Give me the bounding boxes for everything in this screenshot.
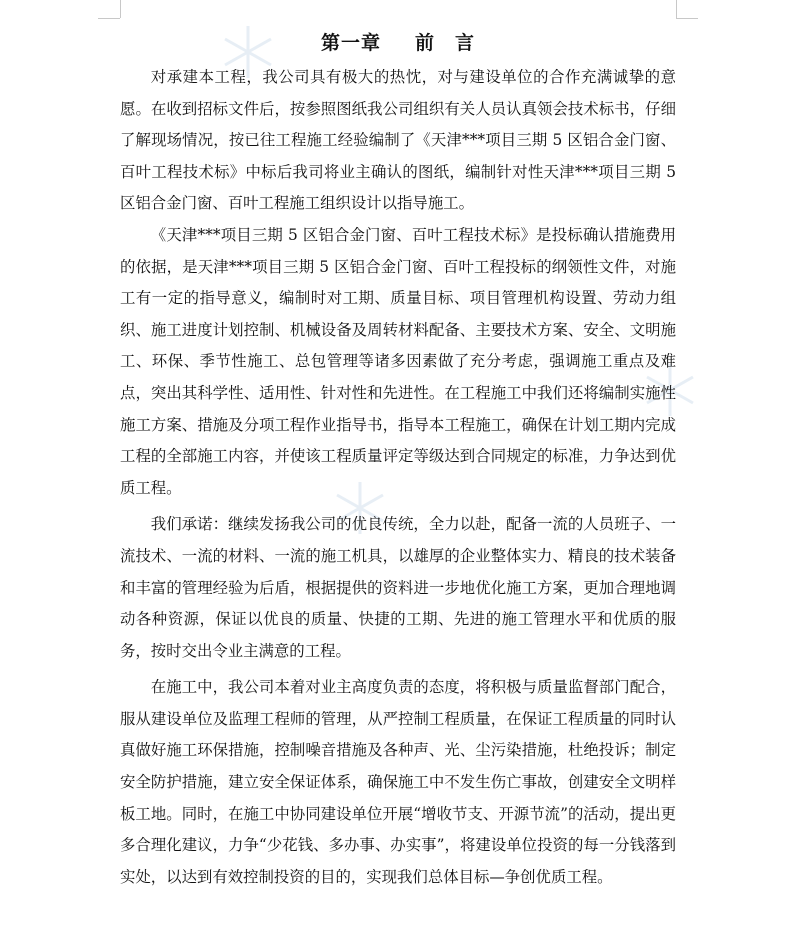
paragraph-2: 《天津***项目三期 5 区铝合金门窗、百叶工程技术标》是投标确认措施费用的依据，是天津***项目三期 5 区铝合金门窗、百叶工程投标的纲领性文件，对施工有一定的指导意义，编制时对工期、质量目标、项目管理机构设置、劳动力组织、施工进度计划控制、机械设备及周转材料配备、主要技术方案、安全、文明施工、环保、季节性施工、总包管理等诸多因素做了充分考虑，强调施工重点及难点，突出其科学性、适用性、针对性和先进性。在工程施工中我们还将编制实施性施工方案、措施及分项工程作业指导书，指导本工程施工，确保在计划工期内完成工程的全部施工内容，并使该工程质量评定等级达到合同规定的标准，力争达到优质工程。 xyxy=(120,225,676,497)
chapter-number: 第一章 xyxy=(320,32,381,54)
crop-mark-left-h xyxy=(98,18,120,19)
crop-mark-right-h xyxy=(676,18,698,19)
document-page xyxy=(120,26,676,893)
chapter-name: 前 言 xyxy=(415,32,476,54)
paragraph-3: 我们承诺：继续发扬我公司的优良传统，全力以赴，配备一流的人员班子、一流技术、一流的材料、一流的施工机具，以雄厚的企业整体实力、精良的技术装备和丰富的管理经验为后盾，根据提供的资料进一步地优化施工方案，更加合理地调动各种资源，保证以优良的质量、快捷的工期、先进的施工管理水平和优质的服务，按时交出令业主满意的工程。 xyxy=(120,515,676,660)
chapter-title xyxy=(120,26,676,60)
crop-mark-left xyxy=(120,0,121,18)
crop-mark-right xyxy=(676,0,677,18)
paragraph-4: 在施工中，我公司本着对业主高度负责的态度，将积极与质量监督部门配合，服从建设单位及监理工程师的管理，从严控制工程质量，在保证工程质量的同时认真做好施工环保措施，控制噪音措施及各种声、光、尘污染措施，杜绝投诉；制定安全防护措施，建立安全保证体系，确保施工中不发生伤亡事故，创建安全文明样板工地。同时，在施工中协同建设单位开展“增收节支、开源节流”的活动，提出更多合理化建议，力争“少花钱、多办事、办实事”，将建设单位投资的每一分钱落到实处，以达到有效控制投资的目的，实现我们总体目标—争创优质工程。 xyxy=(120,678,676,886)
paragraph-1: 对承建本工程，我公司具有极大的热忱，对与建设单位的合作充满诚挚的意愿。在收到招标文件后，按参照图纸我公司组织有关人员认真领会技术标书，仔细了解现场情况，按已往工程施工经验编制了《天津***项目三期 5 区铝合金门窗、百叶工程技术标》中标后我司将业主确认的图纸，编制针对性天津***项目三期 5 区铝合金门窗、百叶工程施工组织设计以指导施工。 xyxy=(120,68,676,213)
